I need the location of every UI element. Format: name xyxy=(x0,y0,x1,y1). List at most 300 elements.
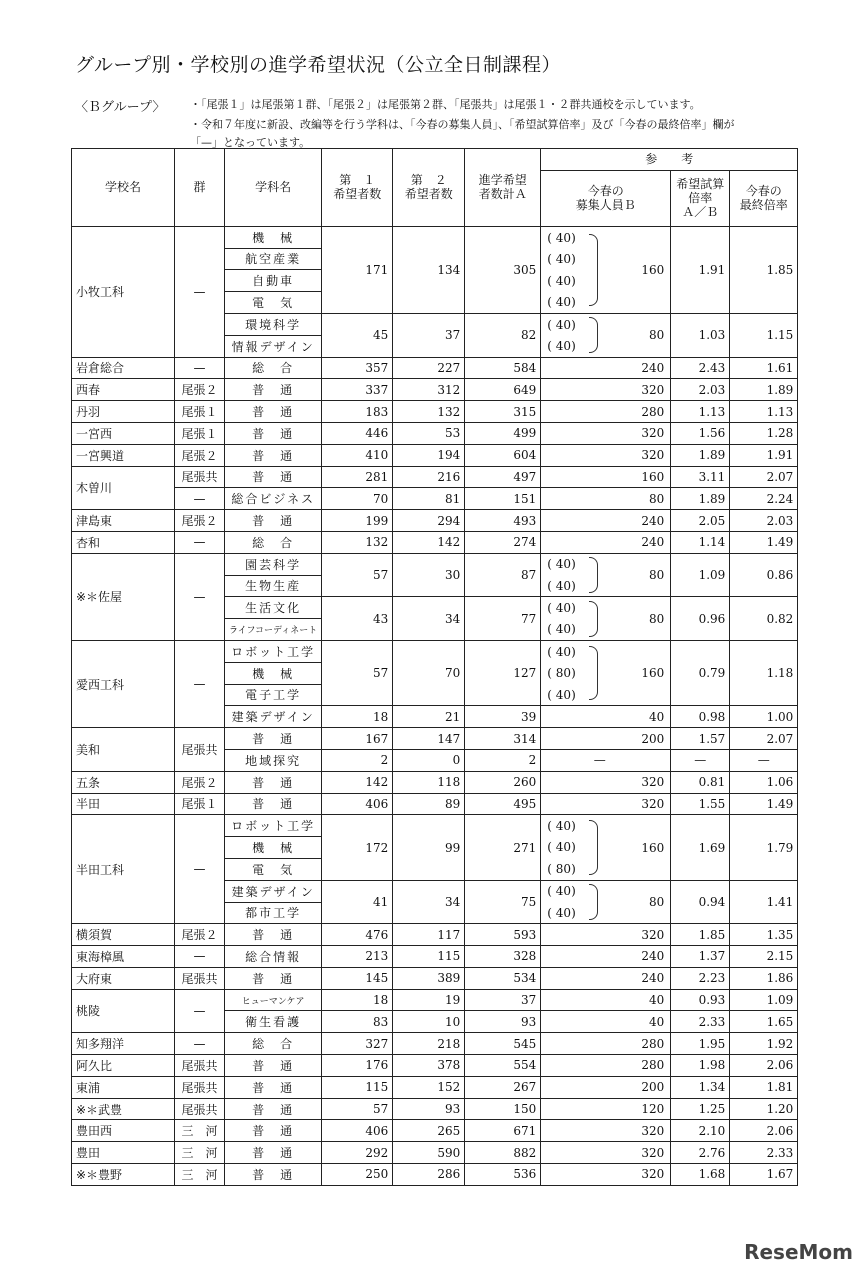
value-total: 267 xyxy=(465,1076,541,1098)
value-total: 671 xyxy=(465,1120,541,1142)
value-second: 81 xyxy=(393,488,465,510)
resemom-logo: ReseMom xyxy=(744,1240,853,1264)
value-total: 497 xyxy=(465,466,541,488)
value-final: 1.00 xyxy=(730,706,798,728)
value-first: 281 xyxy=(322,466,393,488)
school-name: 大府東 xyxy=(72,967,175,989)
value-second: 21 xyxy=(393,706,465,728)
capacity-value: 320 xyxy=(641,426,665,441)
capacity-breakdown xyxy=(547,881,575,924)
value-second: 194 xyxy=(393,444,465,466)
value-final: 1.49 xyxy=(730,531,798,553)
capacity-cell xyxy=(541,357,671,379)
capacity-part: ( 40) xyxy=(547,600,576,615)
value-total: 536 xyxy=(465,1164,541,1186)
value-final: 1.91 xyxy=(730,444,798,466)
value-total: 75 xyxy=(465,880,541,924)
value-trial: 1.25 xyxy=(671,1098,730,1120)
capacity-breakdown xyxy=(547,597,575,640)
capacity-cell xyxy=(541,226,671,313)
table-row xyxy=(72,379,798,401)
school-group: — xyxy=(175,357,225,379)
school-name: 豊田西 xyxy=(72,1120,175,1142)
value-trial: 0.96 xyxy=(671,597,730,641)
dept-name: 建築デザイン xyxy=(225,706,322,728)
value-second: 115 xyxy=(393,946,465,968)
value-second: 132 xyxy=(393,401,465,423)
capacity-value: 80 xyxy=(649,895,665,909)
table-row xyxy=(72,1142,798,1164)
value-first: 57 xyxy=(322,640,393,705)
value-trial: 1.14 xyxy=(671,531,730,553)
school-name: 杏和 xyxy=(72,531,175,553)
table-row xyxy=(72,924,798,946)
capacity-part: ( 40) xyxy=(547,295,576,310)
capacity-value: 280 xyxy=(641,404,665,419)
school-group: 三 河 xyxy=(175,1164,225,1186)
value-second: 117 xyxy=(393,924,465,946)
capacity-cell xyxy=(541,967,671,989)
dept-name: 建築デザイン xyxy=(225,880,322,902)
dept-name: 普 通 xyxy=(225,1098,322,1120)
school-name: 美和 xyxy=(72,728,175,772)
capacity-part: ( 40) xyxy=(547,252,576,267)
capacity-part: ( 40) xyxy=(547,338,576,353)
value-trial: 2.05 xyxy=(671,510,730,532)
dept-name: 普 通 xyxy=(225,379,322,401)
value-final: 0.86 xyxy=(730,553,798,597)
value-first: 45 xyxy=(322,313,393,357)
value-final: 2.06 xyxy=(730,1055,798,1077)
table-row xyxy=(72,771,798,793)
dept-name: 総 合 xyxy=(225,531,322,553)
capacity-part: ( 80) xyxy=(547,861,576,876)
capacity-value: 280 xyxy=(641,1058,665,1073)
value-first: 171 xyxy=(322,226,393,313)
dept-name: 普 通 xyxy=(225,444,322,466)
value-total: 305 xyxy=(465,226,541,313)
dept-name: 普 通 xyxy=(225,422,322,444)
capacity-part: ( 40) xyxy=(547,230,576,245)
value-second: 265 xyxy=(393,1120,465,1142)
capacity-value: 80 xyxy=(649,491,665,506)
value-final: 1.35 xyxy=(730,924,798,946)
value-first: 176 xyxy=(322,1055,393,1077)
value-total: 493 xyxy=(465,510,541,532)
value-first: 115 xyxy=(322,1076,393,1098)
capacity-part: ( 80) xyxy=(547,666,576,681)
value-first: 18 xyxy=(322,989,393,1011)
value-total: 274 xyxy=(465,531,541,553)
value-first: 70 xyxy=(322,488,393,510)
dept-name: 普 通 xyxy=(225,401,322,423)
school-group: 尾張２ xyxy=(175,924,225,946)
page-title: グループ別・学校別の進学希望状況（公立全日制課程） xyxy=(75,54,561,76)
dept-name: 環境科学 xyxy=(225,313,322,335)
table-row xyxy=(72,401,798,423)
value-first: 357 xyxy=(322,357,393,379)
school-group: — xyxy=(175,815,225,924)
value-second: 389 xyxy=(393,967,465,989)
capacity-part: ( 40) xyxy=(547,840,576,855)
value-total: 127 xyxy=(465,640,541,705)
value-second: 216 xyxy=(393,466,465,488)
school-name: 一宮興道 xyxy=(72,444,175,466)
brace-mark xyxy=(589,820,598,874)
value-final: 1.65 xyxy=(730,1011,798,1033)
school-name: 木曽川 xyxy=(72,466,175,510)
school-name: ※＊豊野 xyxy=(72,1164,175,1186)
value-trial: 0.93 xyxy=(671,989,730,1011)
value-first: 183 xyxy=(322,401,393,423)
dept-name: 普 通 xyxy=(225,793,322,815)
table-row xyxy=(72,640,798,662)
value-total: 328 xyxy=(465,946,541,968)
brace-mark xyxy=(589,557,598,593)
school-name: 津島東 xyxy=(72,510,175,532)
table-row xyxy=(72,510,798,532)
school-name: 五条 xyxy=(72,771,175,793)
table-row xyxy=(72,1164,798,1186)
dept-name: 普 通 xyxy=(225,1142,322,1164)
value-final: 1.20 xyxy=(730,1098,798,1120)
value-final: 2.33 xyxy=(730,1142,798,1164)
value-total: 2 xyxy=(465,749,541,771)
note-1: ・「尾張１」は尾張第１群、「尾張２」は尾張第２群、「尾張共」は尾張１・２群共通校を示しています。 xyxy=(190,98,701,111)
value-final: 1.28 xyxy=(730,422,798,444)
value-first: 213 xyxy=(322,946,393,968)
value-first: 57 xyxy=(322,553,393,597)
value-final: 2.15 xyxy=(730,946,798,968)
capacity-part: ( 40) xyxy=(547,273,576,288)
table-row xyxy=(72,488,798,510)
capacity-cell xyxy=(541,924,671,946)
capacity-cell xyxy=(541,466,671,488)
value-first: 292 xyxy=(322,1142,393,1164)
value-first: 145 xyxy=(322,967,393,989)
school-group: 尾張１ xyxy=(175,793,225,815)
school-name: 知多翔洋 xyxy=(72,1033,175,1055)
value-second: 34 xyxy=(393,597,465,641)
school-group: 尾張１ xyxy=(175,401,225,423)
value-final: 1.06 xyxy=(730,771,798,793)
table-row xyxy=(72,946,798,968)
capacity-cell xyxy=(541,1164,671,1186)
value-trial: 1.34 xyxy=(671,1076,730,1098)
value-first: 132 xyxy=(322,531,393,553)
value-second: 53 xyxy=(393,422,465,444)
value-second: 142 xyxy=(393,531,465,553)
dept-name: 普 通 xyxy=(225,466,322,488)
school-group: 三 河 xyxy=(175,1142,225,1164)
table-row xyxy=(72,967,798,989)
value-final: 2.06 xyxy=(730,1120,798,1142)
value-trial: 2.33 xyxy=(671,1011,730,1033)
value-first: 406 xyxy=(322,1120,393,1142)
note-3: 「—」となっています。 xyxy=(190,136,311,149)
capacity-cell xyxy=(541,880,671,924)
header-group: 群 xyxy=(175,149,225,227)
note-2: ・令和７年度に新設、改編等を行う学科は、「今春の募集人員」、「希望試算倍率」及び「今春の最終倍率」欄が xyxy=(190,118,735,131)
brace-mark xyxy=(589,646,598,700)
value-total: 545 xyxy=(465,1033,541,1055)
value-trial: 1.89 xyxy=(671,488,730,510)
capacity-cell xyxy=(541,1055,671,1077)
value-final: 1.92 xyxy=(730,1033,798,1055)
capacity-value: 40 xyxy=(649,709,665,724)
dept-name: 生物生産 xyxy=(225,575,322,597)
dept-name: 普 通 xyxy=(225,924,322,946)
value-first: 410 xyxy=(322,444,393,466)
capacity-value: 320 xyxy=(641,927,665,942)
dept-name: 総 合 xyxy=(225,357,322,379)
value-final: 1.41 xyxy=(730,880,798,924)
header-capacity: 今春の 募集人員Ｂ xyxy=(541,170,671,226)
brace-mark xyxy=(589,234,598,306)
school-name: 半田工科 xyxy=(72,815,175,924)
table-row xyxy=(72,422,798,444)
value-total: 260 xyxy=(465,771,541,793)
dept-name: 電 気 xyxy=(225,858,322,880)
value-second: 294 xyxy=(393,510,465,532)
dept-name: 総合情報 xyxy=(225,946,322,968)
value-first: 250 xyxy=(322,1164,393,1186)
value-trial: 1.13 xyxy=(671,401,730,423)
value-final: 1.09 xyxy=(730,989,798,1011)
value-second: 37 xyxy=(393,313,465,357)
school-name: 豊田 xyxy=(72,1142,175,1164)
capacity-part: ( 40) xyxy=(547,905,576,920)
value-total: 150 xyxy=(465,1098,541,1120)
value-first: 18 xyxy=(322,706,393,728)
value-trial: 1.55 xyxy=(671,793,730,815)
group-label: 〈Ｂグループ〉 xyxy=(75,100,166,115)
dept-name: 機 械 xyxy=(225,226,322,248)
capacity-cell xyxy=(541,793,671,815)
value-trial: 1.09 xyxy=(671,553,730,597)
table-row xyxy=(72,1120,798,1142)
dept-name: 情報デザイン xyxy=(225,335,322,357)
value-trial: 1.91 xyxy=(671,226,730,313)
school-group: 尾張共 xyxy=(175,466,225,488)
header-total: 進学希望 者数計Ａ xyxy=(465,149,541,227)
capacity-part: ( 40) xyxy=(547,644,576,659)
value-trial: 1.57 xyxy=(671,728,730,750)
value-first: 2 xyxy=(322,749,393,771)
capacity-value: 160 xyxy=(641,840,665,855)
value-trial: — xyxy=(671,749,730,771)
header-final: 今春の 最終倍率 xyxy=(730,170,798,226)
school-name: 阿久比 xyxy=(72,1055,175,1077)
capacity-part: ( 40) xyxy=(547,578,576,593)
brace-mark xyxy=(589,884,598,920)
value-final: 2.07 xyxy=(730,466,798,488)
capacity-value: 200 xyxy=(641,731,665,746)
value-trial: 0.94 xyxy=(671,880,730,924)
school-name: ※＊武豊 xyxy=(72,1098,175,1120)
value-final: 1.18 xyxy=(730,640,798,705)
value-total: 271 xyxy=(465,815,541,880)
dept-name: 普 通 xyxy=(225,1120,322,1142)
school-group: 三 河 xyxy=(175,1120,225,1142)
value-second: 152 xyxy=(393,1076,465,1098)
school-name: 東浦 xyxy=(72,1076,175,1098)
capacity-cell xyxy=(541,379,671,401)
value-final: 1.79 xyxy=(730,815,798,880)
value-second: 0 xyxy=(393,749,465,771)
header-trial: 希望試算 倍率 Ａ／Ｂ xyxy=(671,170,730,226)
capacity-value: 80 xyxy=(649,328,665,343)
capacity-value: 240 xyxy=(641,971,665,986)
school-group: 尾張共 xyxy=(175,1098,225,1120)
dept-name: ヒューマンケア xyxy=(225,989,322,1011)
dept-name: 普 通 xyxy=(225,1164,322,1186)
value-first: 172 xyxy=(322,815,393,880)
value-total: 151 xyxy=(465,488,541,510)
dept-name: 普 通 xyxy=(225,771,322,793)
value-final: 2.03 xyxy=(730,510,798,532)
value-final: 2.24 xyxy=(730,488,798,510)
capacity-cell xyxy=(541,422,671,444)
dept-name: 普 通 xyxy=(225,510,322,532)
value-final: 1.49 xyxy=(730,793,798,815)
value-final: 1.13 xyxy=(730,401,798,423)
table-row xyxy=(72,1098,798,1120)
value-trial: 2.43 xyxy=(671,357,730,379)
school-group: — xyxy=(175,989,225,1033)
value-trial: 1.56 xyxy=(671,422,730,444)
admissions-table xyxy=(71,148,798,1186)
value-first: 446 xyxy=(322,422,393,444)
table-body xyxy=(72,226,798,1185)
value-trial: 2.76 xyxy=(671,1142,730,1164)
table-row xyxy=(72,466,798,488)
value-total: 554 xyxy=(465,1055,541,1077)
header-school: 学校名 xyxy=(72,149,175,227)
value-first: 167 xyxy=(322,728,393,750)
school-group: — xyxy=(175,553,225,640)
capacity-value: 320 xyxy=(641,448,665,463)
value-total: 604 xyxy=(465,444,541,466)
school-name: 横須賀 xyxy=(72,924,175,946)
header-ref: 参 考 xyxy=(541,149,798,171)
value-second: 312 xyxy=(393,379,465,401)
value-total: 87 xyxy=(465,553,541,597)
value-first: 199 xyxy=(322,510,393,532)
dept-name: 航空産業 xyxy=(225,248,322,270)
dept-name: 生活文化 xyxy=(225,597,322,619)
school-group: — xyxy=(175,1033,225,1055)
value-total: 649 xyxy=(465,379,541,401)
value-total: 314 xyxy=(465,728,541,750)
value-total: 593 xyxy=(465,924,541,946)
value-first: 142 xyxy=(322,771,393,793)
capacity-part: ( 40) xyxy=(547,557,576,572)
value-trial: 1.37 xyxy=(671,946,730,968)
capacity-cell xyxy=(541,1011,671,1033)
table-row xyxy=(72,357,798,379)
brace-mark xyxy=(589,317,598,353)
school-group: — xyxy=(175,640,225,727)
value-total: 882 xyxy=(465,1142,541,1164)
dept-name: 普 通 xyxy=(225,1055,322,1077)
capacity-cell xyxy=(541,1076,671,1098)
capacity-cell xyxy=(541,1120,671,1142)
capacity-value: 280 xyxy=(641,1036,665,1051)
capacity-value: 80 xyxy=(649,568,665,583)
value-first: 41 xyxy=(322,880,393,924)
table-row xyxy=(72,793,798,815)
school-group: — xyxy=(175,531,225,553)
capacity-cell xyxy=(541,749,671,771)
dept-name: 普 通 xyxy=(225,967,322,989)
capacity-cell xyxy=(541,640,671,705)
value-total: 495 xyxy=(465,793,541,815)
header-dept: 学科名 xyxy=(225,149,322,227)
capacity-value: 320 xyxy=(641,796,665,811)
value-first: 43 xyxy=(322,597,393,641)
value-second: 89 xyxy=(393,793,465,815)
value-final: 0.82 xyxy=(730,597,798,641)
dept-name: ロボット工学 xyxy=(225,640,322,662)
school-name: 岩倉総合 xyxy=(72,357,175,379)
capacity-part: ( 40) xyxy=(547,687,576,702)
capacity-value: 240 xyxy=(641,513,665,528)
value-trial: 2.10 xyxy=(671,1120,730,1142)
dept-name: 普 通 xyxy=(225,1076,322,1098)
school-name: 愛西工科 xyxy=(72,640,175,727)
header-first: 第 １ 希望者数 xyxy=(322,149,393,227)
value-trial: 1.68 xyxy=(671,1164,730,1186)
value-second: 218 xyxy=(393,1033,465,1055)
capacity-value: 320 xyxy=(641,1123,665,1138)
capacity-value: 40 xyxy=(649,993,665,1008)
capacity-value: 320 xyxy=(641,1167,665,1182)
capacity-cell xyxy=(541,597,671,641)
table-row xyxy=(72,553,798,575)
capacity-cell xyxy=(541,553,671,597)
value-second: 70 xyxy=(393,640,465,705)
value-total: 584 xyxy=(465,357,541,379)
value-second: 30 xyxy=(393,553,465,597)
school-name: ※＊佐屋 xyxy=(72,553,175,640)
value-final: 1.86 xyxy=(730,967,798,989)
value-trial: 1.69 xyxy=(671,815,730,880)
capacity-part: ( 40) xyxy=(547,622,576,637)
table-row xyxy=(72,728,798,750)
dept-name: 自動車 xyxy=(225,270,322,292)
capacity-cell xyxy=(541,313,671,357)
value-first: 476 xyxy=(322,924,393,946)
dept-name: 総 合 xyxy=(225,1033,322,1055)
value-second: 93 xyxy=(393,1098,465,1120)
capacity-cell xyxy=(541,706,671,728)
capacity-breakdown xyxy=(547,314,575,357)
capacity-value: 160 xyxy=(641,262,665,277)
dept-name: 地域探究 xyxy=(225,749,322,771)
value-second: 118 xyxy=(393,771,465,793)
value-final: 1.85 xyxy=(730,226,798,313)
capacity-cell xyxy=(541,989,671,1011)
value-final: 1.67 xyxy=(730,1164,798,1186)
dept-name: 機 械 xyxy=(225,662,322,684)
value-trial: 1.95 xyxy=(671,1033,730,1055)
brace-mark xyxy=(589,601,598,637)
school-group: 尾張２ xyxy=(175,510,225,532)
dept-name: 総合ビジネス xyxy=(225,488,322,510)
value-first: 57 xyxy=(322,1098,393,1120)
capacity-value: 240 xyxy=(641,360,665,375)
